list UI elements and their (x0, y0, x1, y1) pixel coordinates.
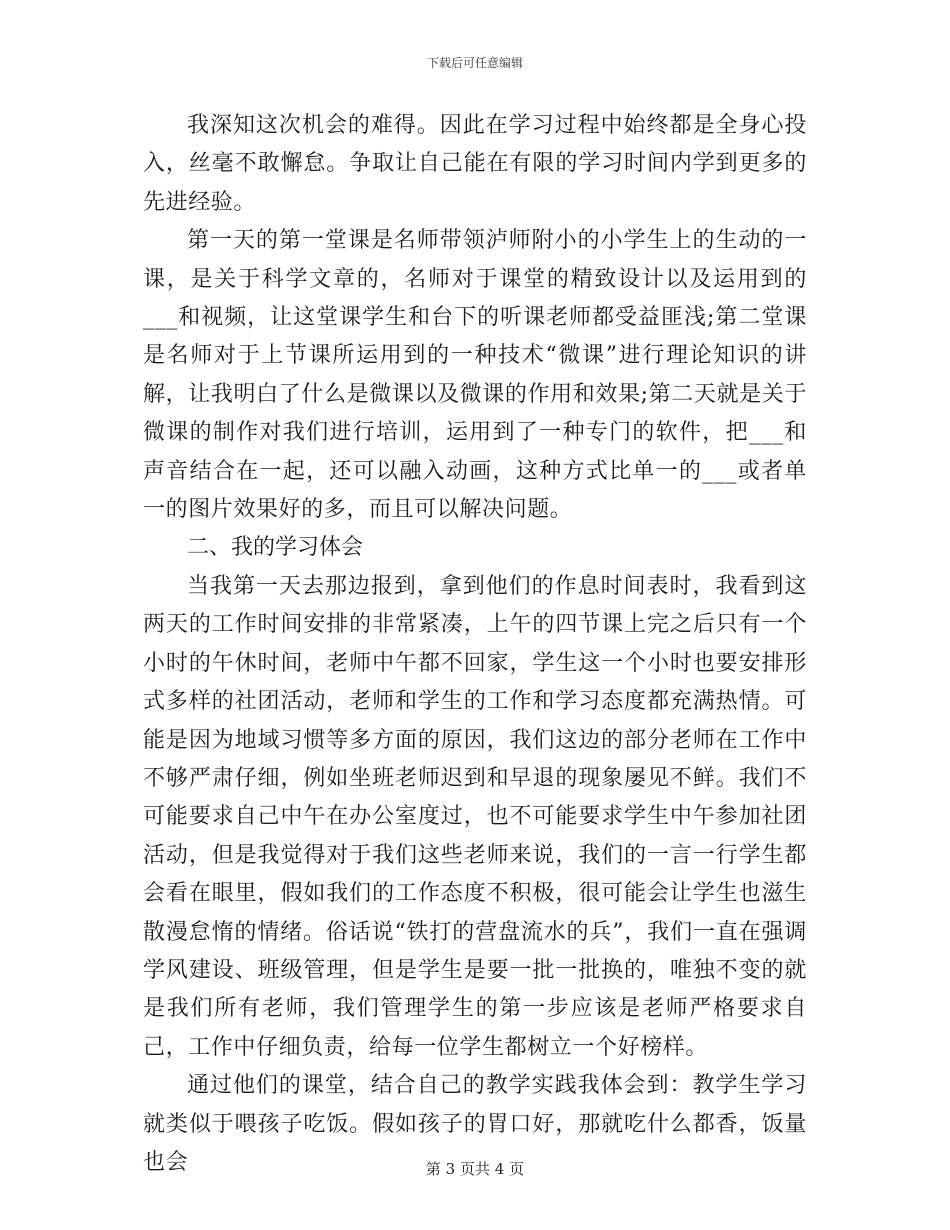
paragraph-4: 通过他们的课堂，结合自己的教学实践我体会到：教学生学习就类似于喂孩子吃饭。假如孩子的胃口好，那就吃什么都香，饭量也会 (143, 1073, 807, 1175)
paragraph-3: 当我第一天去那边报到，拿到他们的作息时间表时，我看到这两天的工作时间安排的非常紧凑，上午的四节课上完之后只有一个小时的午休时间，老师中午都不回家，学生这一个小时也要安排形式多样的社团活动，老师和学生的工作和学习态度都充满热情。可能是因为地域习惯等多方面的原因，我们这边的部分老师在工作中不够严肃仔细，例如坐班老师迟到和早退的现象屡见不鲜。我们不可能要求自己中午在办公室度过，也不可能要求学生中午参加社团活动，但是我觉得对于我们这些老师来说，我们的一言一行学生都会看在眼里，假如我们的工作态度不积极，很可能会让学生也滋生散漫怠惰的情绪。俗话说“铁打的营盘流水的兵”，我们一直在强调学风建设、班级管理，但是学生是要一批一批换的，唯独不变的就是我们所有老师，我们管理学生的第一步应该是老师严格要求自己，工作中仔细负责，给每一位学生都树立一个好榜样。 (143, 573, 807, 1060)
page-footer: 第 3 页共 4 页 (425, 1160, 525, 1178)
paragraph-2: 第一天的第一堂课是名师带领泸师附小的小学生上的生动的一课，是关于科学文章的，名师对于课堂的精致设计以及运用到的___和视频，让这堂课学生和台下的听课老师都受益匪浅;第二堂课是名师对于上节课所运用到的一种技术“微课”进行理论知识的讲解，让我明白了什么是微课以及微课的作用和效果;第二天就是关于微课的制作对我们进行培训，运用到了一种专门的软件，把___和声音结合在一起，还可以融入动画，这种方式比单一的___或者单一的图片效果好的多，而且可以解决问题。 (143, 228, 807, 523)
paragraph-1: 我深知这次机会的难得。因此在学习过程中始终都是全身心投入，丝毫不敢懈怠。争取让自己能在有限的学习时间内学到更多的先进经验。 (143, 113, 807, 215)
document-body (143, 107, 807, 1182)
section-heading: 二、我的学习体会 (187, 535, 364, 561)
page-header: 下载后可任意编辑 (426, 56, 523, 70)
